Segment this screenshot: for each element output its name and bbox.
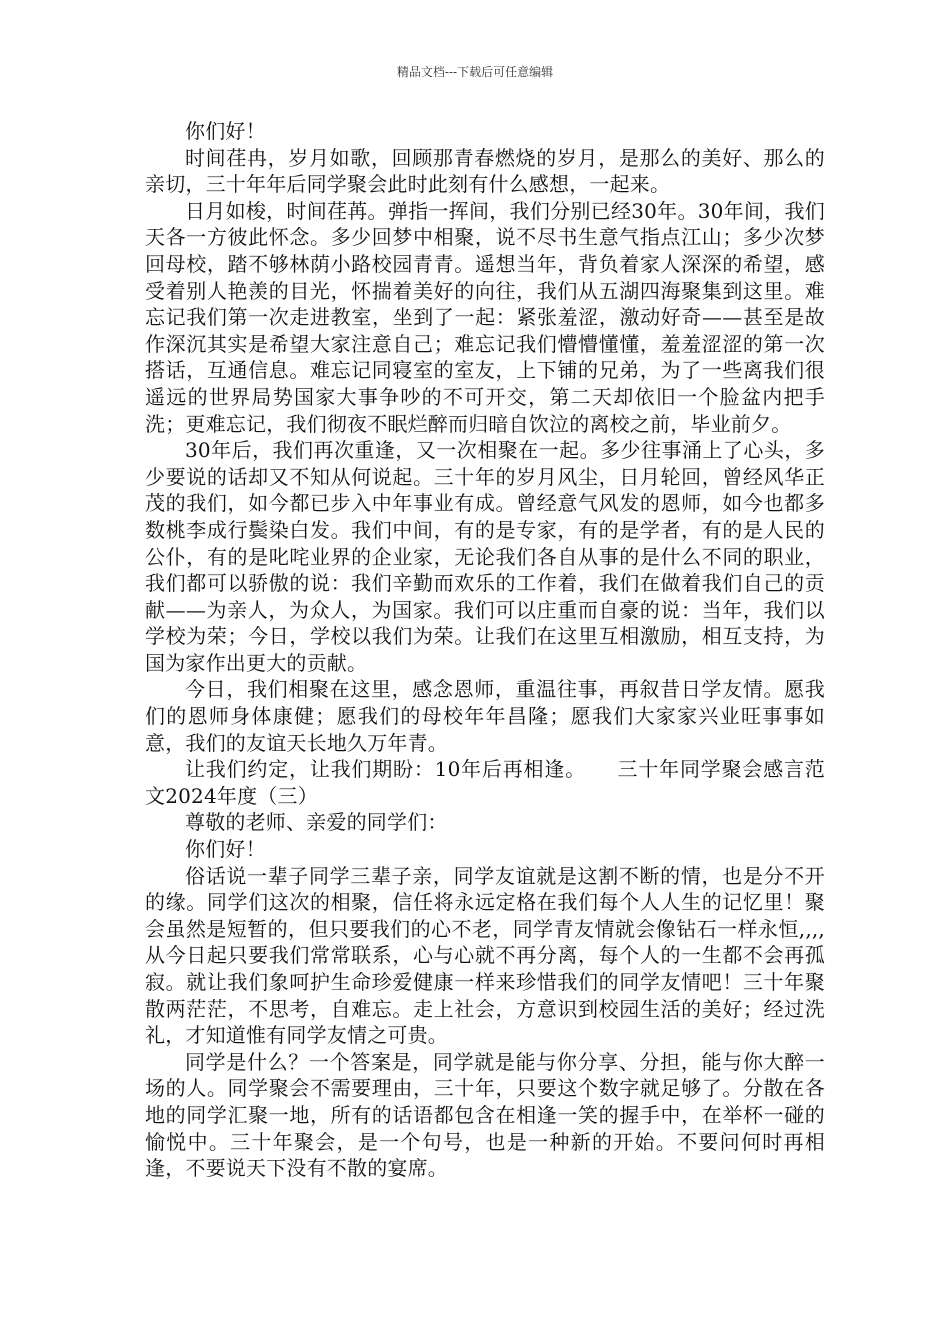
salutation: 尊敬的老师、亲爱的同学们：	[185, 810, 448, 835]
paragraph: 让我们约定，让我们期盼：10年后再相逢。 三十年同学聚会感言范文2024年度（三）	[145, 757, 825, 808]
document-body	[145, 118, 825, 1182]
greeting: 你们好！	[185, 837, 266, 862]
paragraph: 俗话说一辈子同学三辈子亲，同学友谊就是这割不断的情，也是分不开的缘。同学们这次的相聚，信任将永远定格在我们每个人人生的记忆里！聚会虽然是短暂的，但只要我们的心不老，同学青友情就会像钻石一样永恒,,,,从今日起只要我们常常联系，心与心就不再分离，每个人的一生都不会再孤寂。就让我们象呵护生命珍爱健康一样来珍惜我们的同学友情吧！三十年聚散两茫茫，不思考，自难忘。走上社会，方意识到校园生活的美好；经过洗礼，才知道惟有同学友情之可贵。	[145, 863, 825, 1048]
paragraph: 日月如梭，时间荏苒。弹指一挥间，我们分别已经30年。30年间，我们天各一方彼此怀念。多少回梦中相聚，说不尽书生意气指点江山；多少次梦回母校，踏不够林荫小路校园青青。遥想当年，背负着家人深深的希望，感受着别人艳羡的目光，怀揣着美好的向往，我们从五湖四海聚集到这里。难忘记我们第一次走进教室，坐到了一起：紧张羞涩，激动好奇——甚至是故作深沉其实是希望大家注意自己；难忘记我们懵懵懂懂，羞羞涩涩的第一次搭话，互通信息。难忘记同寝室的室友，上下铺的兄弟，为了一些离我们很遥远的世界局势国家大事争吵的不可开交，第二天却依旧一个脸盆内把手洗；更难忘记，我们彻夜不眠烂醉而归暗自饮泣的离校之前，毕业前夕。	[145, 198, 825, 436]
paragraph: 30年后，我们再次重逢，又一次相聚在一起。多少往事涌上了心头，多少要说的话却又不知从何说起。三十年的岁月风尘，日月轮回，曾经风华正茂的我们，如今都已步入中年事业有成。曾经意气风发的恩师，如今也都多数桃李成行鬓染白发。我们中间，有的是专家，有的是学者，有的是人民的公仆，有的是叱咤业界的企业家，无论我们各自从事的是什么不同的职业，我们都可以骄傲的说：我们辛勤而欢乐的工作着，我们在做着我们自己的贡献——为亲人，为众人，为国家。我们可以庄重而自豪的说：当年，我们以学校为荣；今日，学校以我们为荣。让我们在这里互相激励，相互支持，为国为家作出更大的贡献。	[145, 438, 825, 675]
paragraph: 今日，我们相聚在这里，感念恩师，重温往事，再叙昔日学友情。愿我们的恩师身体康健；愿我们的母校年年昌隆；愿我们大家家兴业旺事事如意，我们的友谊天长地久万年青。	[145, 677, 825, 755]
paragraph: 时间荏冉，岁月如歌，回顾那青春燃烧的岁月，是那么的美好、那么的亲切，三十年年后同学聚会此时此刻有什么感想，一起来。	[145, 145, 825, 197]
greeting: 你们好！	[185, 119, 266, 143]
paragraph: 同学是什么？一个答案是，同学就是能与你分享、分担，能与你大醉一场的人。同学聚会不需要理由，三十年，只要这个数字就足够了。分散在各地的同学汇聚一地，所有的话语都包含在相逢一笑的握手中，在举杯一碰的愉悦中。三十年聚会，是一个句号，也是一种新的开始。不要问何时再相逢，不要说天下没有不散的宴席。	[145, 1049, 825, 1181]
page-header: 精品文档---下载后可任意编辑	[396, 65, 554, 79]
